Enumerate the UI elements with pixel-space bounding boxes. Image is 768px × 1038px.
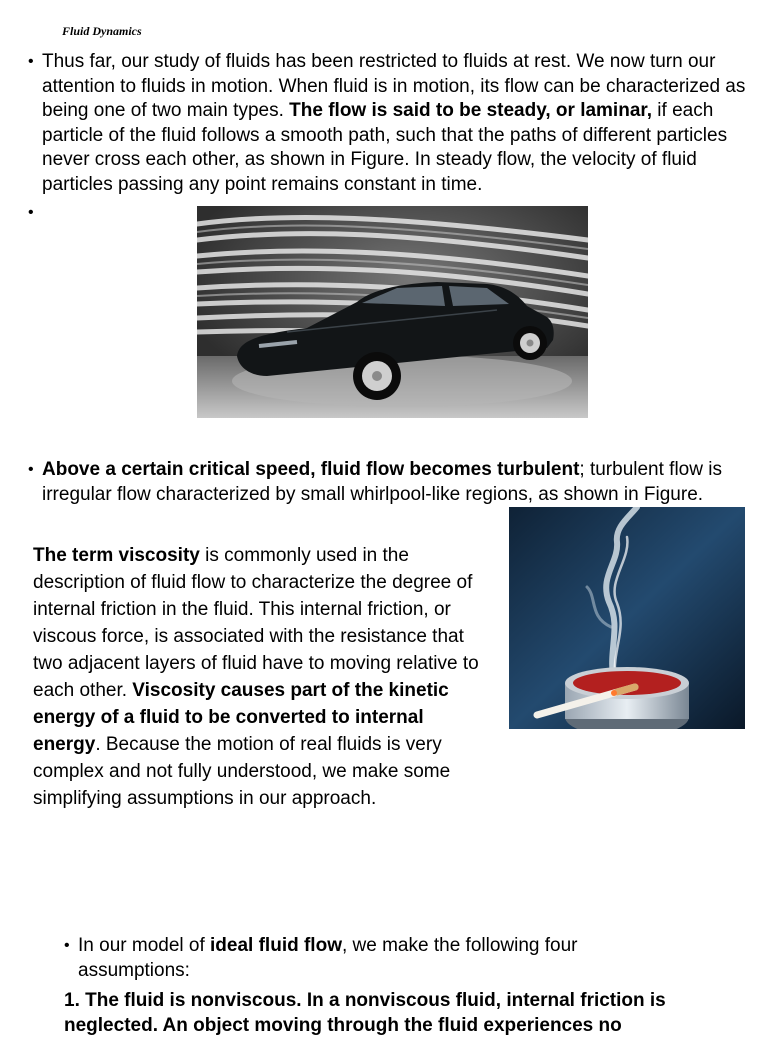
ideal-text-1: In our model of bbox=[78, 935, 211, 956]
empty-bullet: • bbox=[28, 204, 34, 221]
turbulent-flow-paragraph bbox=[28, 458, 754, 507]
viscosity-energy-bold: Viscosity causes part of the kinetic energy of a fluid to be converted to internal energy bbox=[33, 680, 449, 755]
assumption-1-paragraph bbox=[64, 989, 724, 1038]
page-title: Fluid Dynamics bbox=[62, 24, 142, 38]
viscosity-paragraph bbox=[33, 542, 488, 812]
bullet-dot: • bbox=[28, 53, 34, 70]
bullet-dot: • bbox=[64, 937, 70, 954]
ideal-text-2: , we make the following four assumptions: bbox=[78, 935, 578, 981]
cigarette-smoke-photo bbox=[509, 507, 745, 729]
assumption-1-bold: 1. The fluid is nonviscous. In a nonviscous fluid, internal friction is neglected. An object moving through the fluid experiences no bbox=[64, 990, 666, 1036]
ideal-fluid-bold: ideal fluid flow bbox=[210, 935, 342, 956]
laminar-bold: The flow is said to be steady, or laminar, bbox=[289, 100, 653, 121]
laminar-flow-paragraph bbox=[28, 50, 768, 197]
laminar-text-1: Thus far, our study of fluids has been restricted to fluids at rest. We now turn our attention to fluids in motion. When fluid is in motion, its flow can be characterized as being one of two main types. bbox=[42, 51, 746, 121]
viscosity-text-2: . Because the motion of real fluids is very complex and not fully understood, we make some simplifying assumptions in our approach. bbox=[33, 734, 451, 809]
ideal-fluid-paragraph bbox=[64, 934, 678, 983]
viscosity-text-1: is commonly used in the description of fluid flow to characterize the degree of internal friction in the fluid. This internal friction, or viscous force, is associated with the resistance that two adjacent layers of fluid have to moving relative to each other. bbox=[33, 545, 479, 701]
cigarette-smoke-illustration bbox=[509, 507, 745, 729]
turbulent-text: ; turbulent flow is irregular flow characterized by small whirlpool-like regions, as shown in Figure. bbox=[42, 459, 722, 505]
viscosity-term-bold: The term viscosity bbox=[33, 545, 200, 566]
turbulent-bold: Above a certain critical speed, fluid flow becomes turbulent bbox=[42, 459, 580, 480]
car-in-wind-tunnel-photo bbox=[197, 206, 588, 418]
car-in-wind-tunnel-illustration bbox=[197, 206, 588, 418]
bullet-dot: • bbox=[28, 461, 34, 478]
laminar-text-2: if each particle of the fluid follows a smooth path, such that the paths of different particles never cross each other, as shown in Figure. In steady flow, the velocity of fluid particles passing any point remains constant in time. bbox=[42, 100, 728, 195]
